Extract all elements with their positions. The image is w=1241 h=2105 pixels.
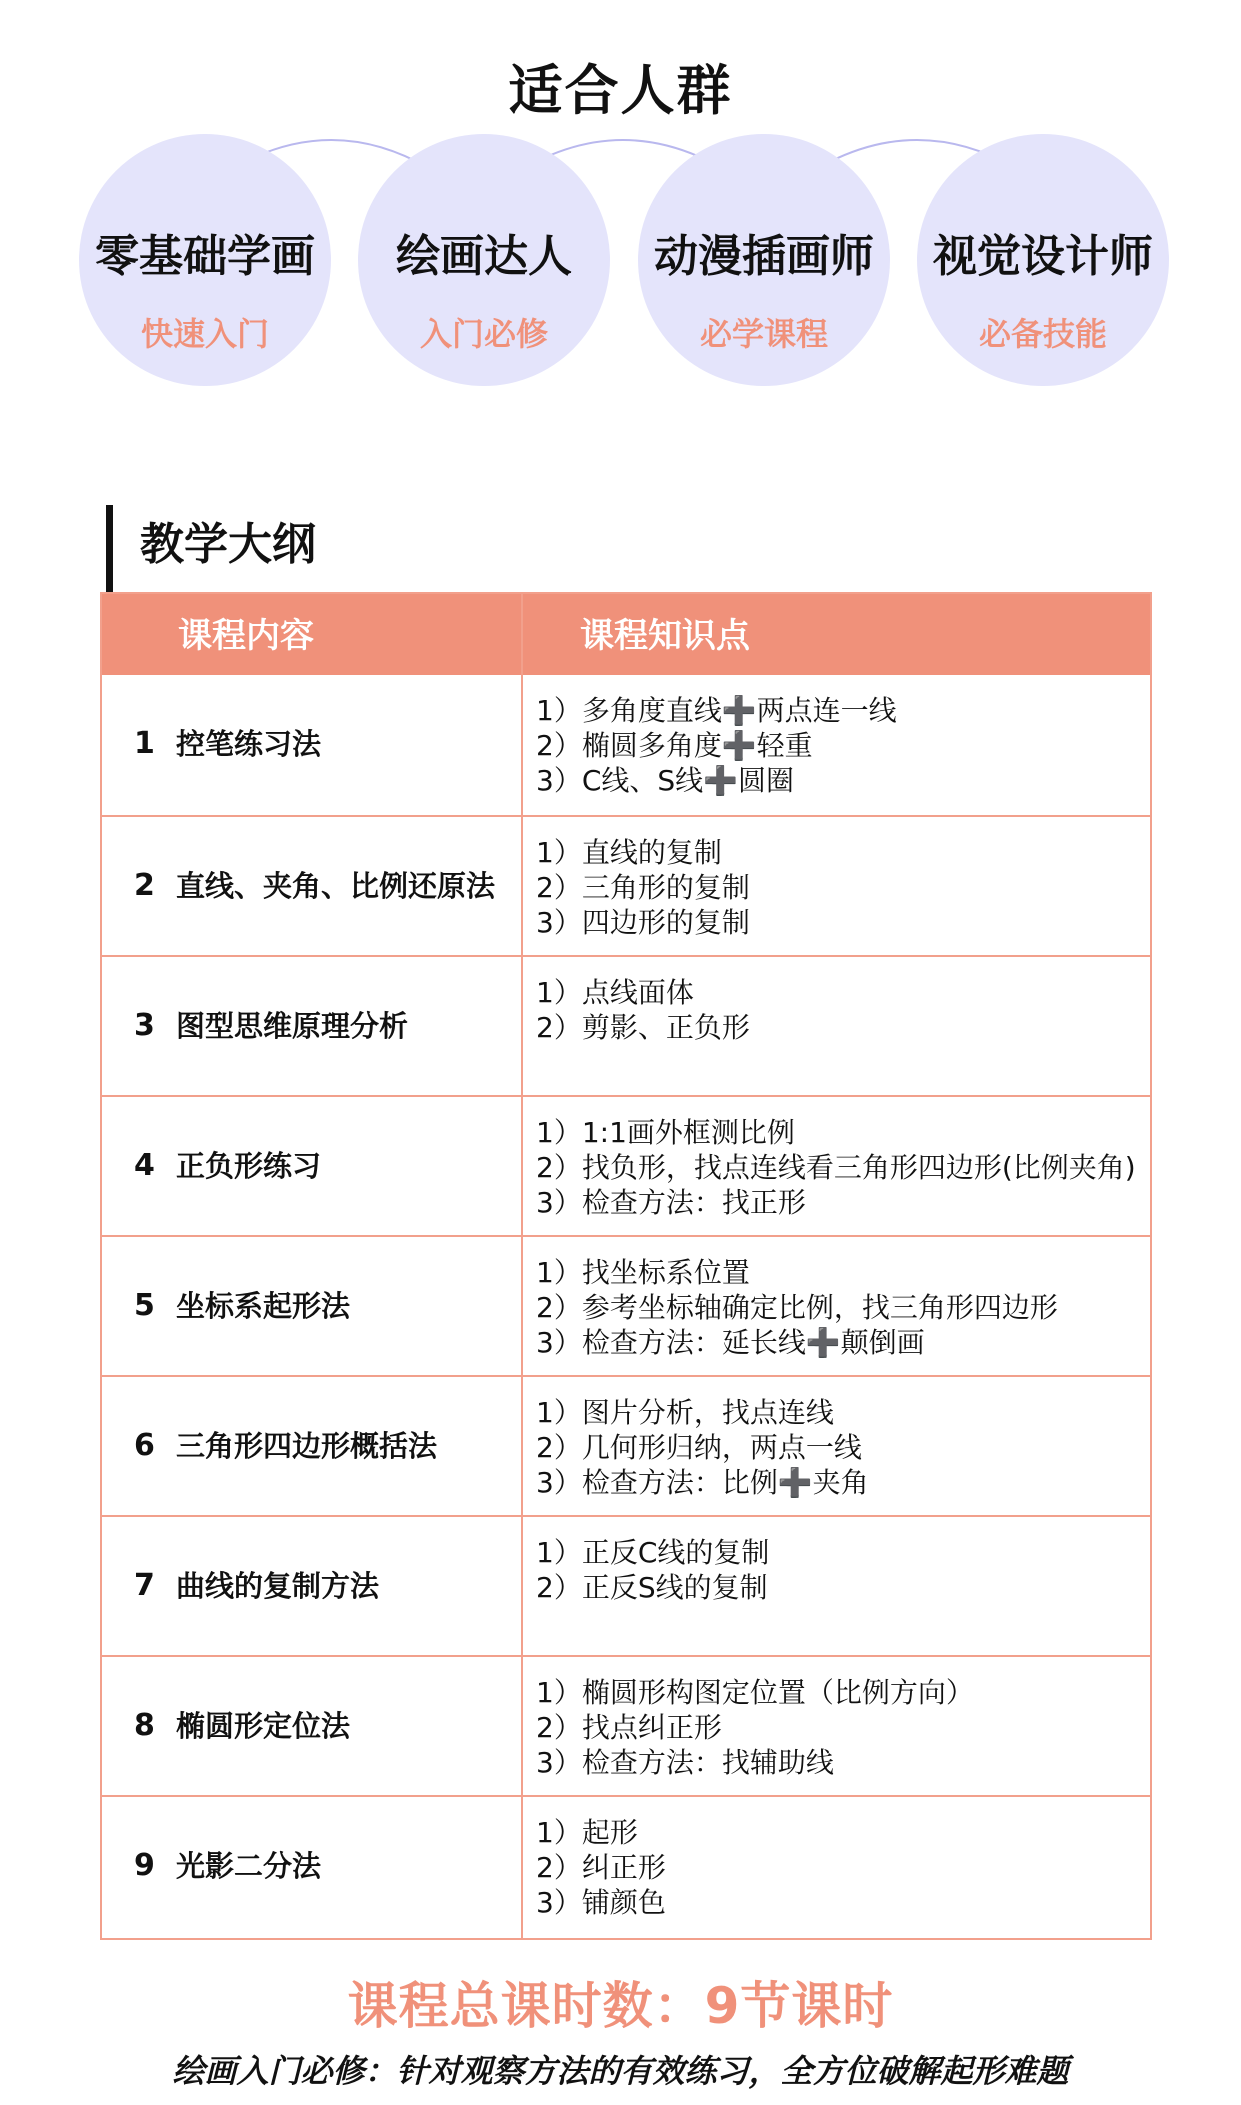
- knowledge-point: 2）找负形，找点连线看三角形四边形(比例夹角): [536, 1151, 1136, 1184]
- table-row: [102, 1095, 1150, 1235]
- knowledge-point: 2）正反S线的复制: [536, 1571, 768, 1604]
- audience-card-illustrator: [638, 134, 890, 386]
- knowledge-points: [536, 835, 1146, 940]
- lesson-title: 图型思维原理分析: [176, 1009, 409, 1043]
- audience-tag: 入门必修: [419, 315, 548, 353]
- lesson-title: 坐标系起形法: [176, 1289, 351, 1323]
- table-row: [102, 1515, 1150, 1655]
- lesson-number: 5: [134, 1288, 155, 1323]
- knowledge-point: 1）直线的复制: [536, 836, 722, 869]
- knowledge-point: 3）四边形的复制: [536, 906, 750, 939]
- knowledge-point: 3）检查方法：比例➕夹角: [536, 1466, 869, 1499]
- knowledge-point: 3）检查方法：找辅助线: [536, 1746, 834, 1779]
- syllabus-title-bar: [106, 505, 113, 593]
- audience-card-beginner: [79, 134, 331, 386]
- syllabus-table: [100, 592, 1152, 1940]
- audience-card-painter: [358, 134, 610, 386]
- knowledge-point: 2）参考坐标轴确定比例，找三角形四边形: [536, 1291, 1058, 1324]
- lesson-title: 三角形四边形概括法: [176, 1429, 438, 1463]
- lesson-title: 正负形练习: [176, 1149, 322, 1183]
- header-content: 课程内容: [178, 616, 314, 656]
- table-row: [102, 1235, 1150, 1375]
- knowledge-points: [536, 1815, 1146, 1920]
- lesson-title: 椭圆形定位法: [176, 1709, 351, 1743]
- knowledge-point: 1）1:1画外框测比例: [536, 1116, 795, 1149]
- knowledge-points: [536, 1535, 1146, 1605]
- table-row: [102, 1655, 1150, 1795]
- lesson-number: 2: [134, 868, 155, 903]
- knowledge-point: 1）正反C线的复制: [536, 1536, 770, 1569]
- lesson-number: 7: [134, 1568, 155, 1603]
- knowledge-point: 3）检查方法：找正形: [536, 1186, 806, 1219]
- table-row: [102, 815, 1150, 955]
- lesson-title: 控笔练习法: [176, 727, 322, 761]
- lesson-number: 6: [134, 1428, 155, 1463]
- audience-tag: 必备技能: [978, 315, 1107, 353]
- audience-name: 零基础学画: [95, 231, 315, 282]
- knowledge-point: 2）几何形归纳，两点一线: [536, 1431, 862, 1464]
- knowledge-point: 3）铺颜色: [536, 1886, 666, 1919]
- knowledge-point: 1）找坐标系位置: [536, 1256, 750, 1289]
- knowledge-points: [536, 693, 1146, 798]
- knowledge-point: 1）多角度直线➕两点连一线: [536, 694, 897, 727]
- lesson-number: 4: [134, 1148, 155, 1183]
- audience-name: 视觉设计师: [933, 231, 1153, 282]
- knowledge-point: 3）检查方法：延长线➕颠倒画: [536, 1326, 925, 1359]
- knowledge-points: [536, 1115, 1146, 1220]
- knowledge-point: 1）图片分析，找点连线: [536, 1396, 834, 1429]
- audience-title: 适合人群: [508, 59, 733, 122]
- knowledge-point: 2）椭圆多角度➕轻重: [536, 729, 813, 762]
- slogan: 绘画入门必修：针对观察方法的有效练习，全方位破解起形难题: [172, 2052, 1069, 2090]
- lesson-number: 9: [134, 1848, 155, 1883]
- table-row: [102, 675, 1150, 815]
- lesson-number: 3: [134, 1008, 155, 1043]
- knowledge-point: 3）C线、S线➕圆圈: [536, 764, 795, 797]
- knowledge-point: 2）纠正形: [536, 1851, 666, 1884]
- total-hours: 课程总课时数：9节课时: [347, 1977, 894, 2035]
- audience-name: 绘画达人: [396, 231, 572, 282]
- lesson-number: 1: [134, 726, 155, 761]
- header-points: 课程知识点: [580, 616, 750, 656]
- lesson-title: 光影二分法: [176, 1849, 322, 1883]
- lesson-number: 8: [134, 1708, 155, 1743]
- table-row: [102, 1375, 1150, 1515]
- knowledge-point: 2）三角形的复制: [536, 871, 750, 904]
- table-row: [102, 1795, 1150, 1935]
- knowledge-points: [536, 1395, 1146, 1500]
- knowledge-point: 2）找点纠正形: [536, 1711, 722, 1744]
- audience-name: 动漫插画师: [654, 231, 874, 282]
- knowledge-point: 2）剪影、正负形: [536, 1011, 750, 1044]
- knowledge-points: [536, 1675, 1146, 1780]
- lesson-title: 直线、夹角、比例还原法: [176, 869, 496, 903]
- lesson-title: 曲线的复制方法: [176, 1569, 380, 1603]
- knowledge-point: 1）起形: [536, 1816, 638, 1849]
- audience-card-designer: [917, 134, 1169, 386]
- syllabus-title: 教学大纲: [140, 519, 316, 570]
- table-header: [102, 594, 1150, 675]
- knowledge-point: 1）椭圆形构图定位置（比例方向）: [536, 1676, 974, 1709]
- audience-tag: 快速入门: [140, 315, 269, 353]
- knowledge-points: [536, 1255, 1146, 1360]
- knowledge-point: 1）点线面体: [536, 976, 694, 1009]
- table-row: [102, 955, 1150, 1095]
- knowledge-points: [536, 975, 1146, 1045]
- audience-tag: 必学课程: [699, 315, 828, 353]
